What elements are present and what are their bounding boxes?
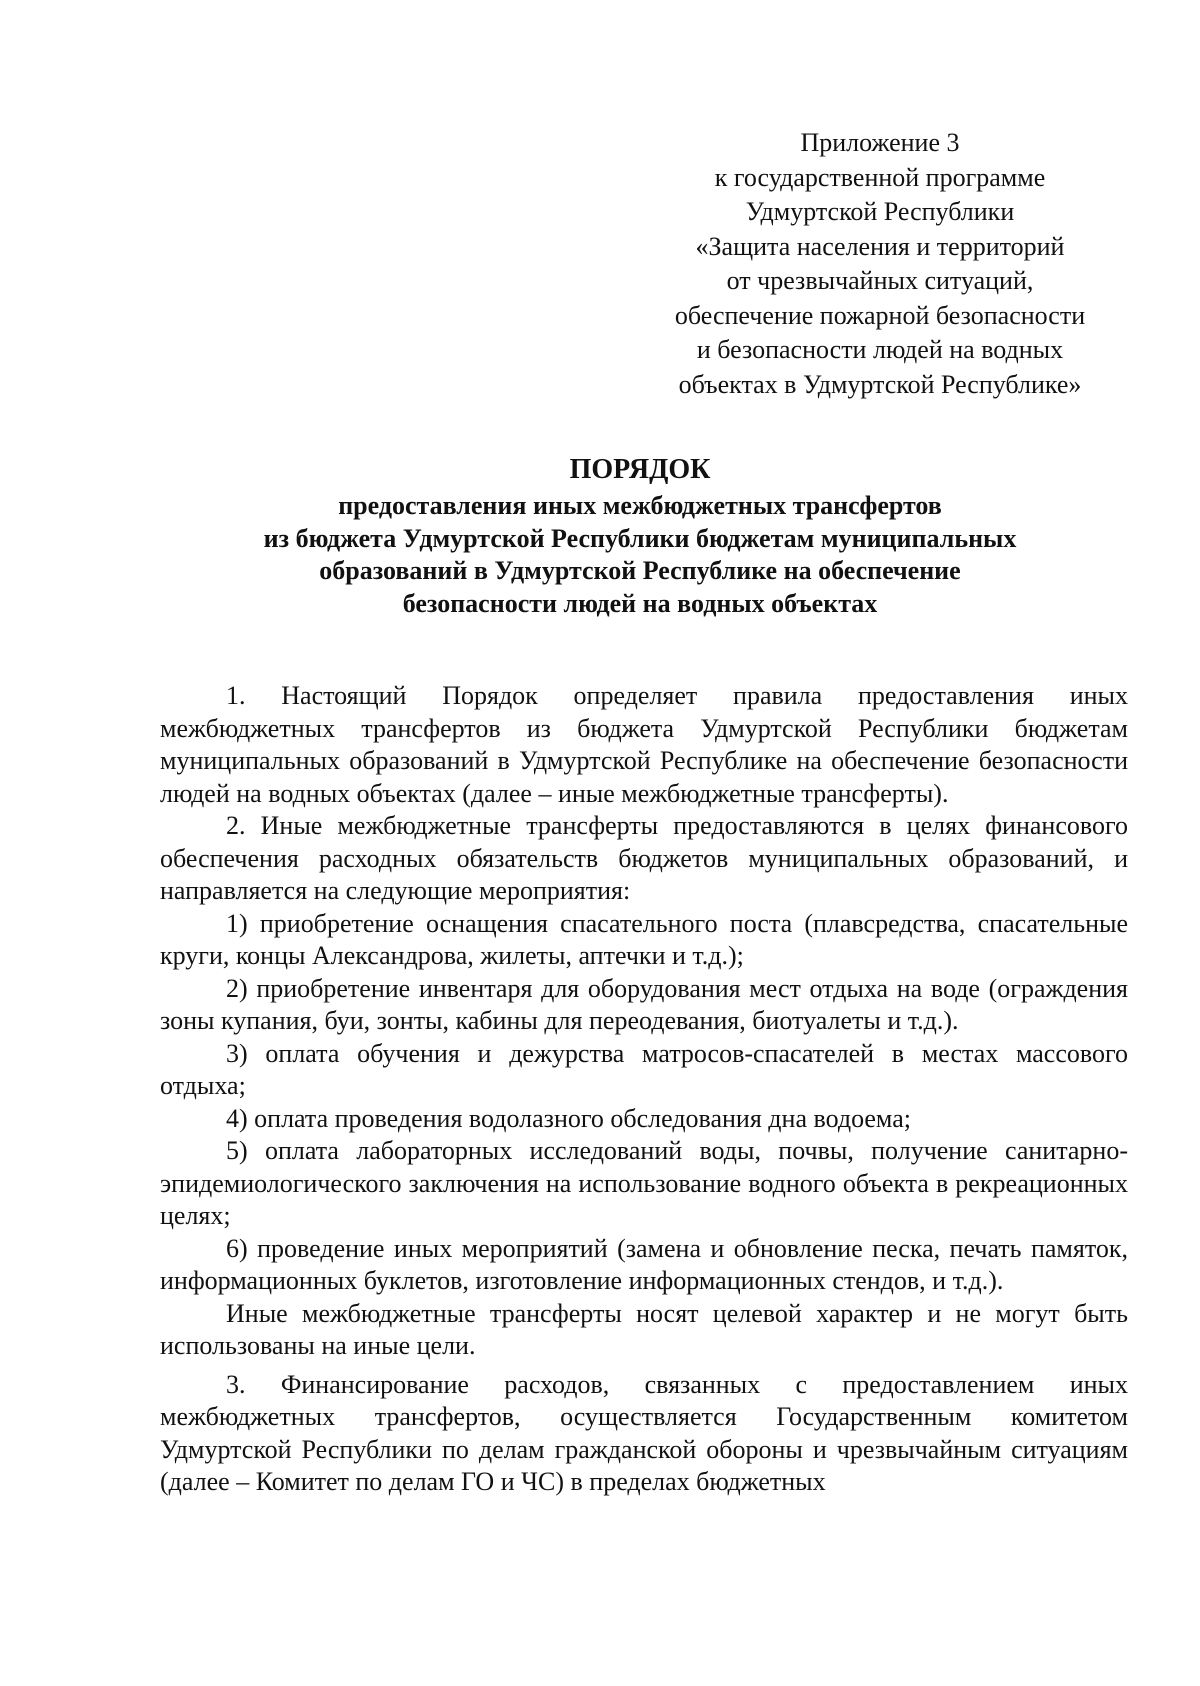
heading-line: образований в Удмуртской Республике на обеспечение xyxy=(319,556,961,585)
list-item-5: 5) оплата лабораторных исследований воды, почвы, получение санитарно-эпидемиологического заключения на использование водного объекта в рекреационных целях; xyxy=(160,1136,1128,1230)
paragraph-2: 2. Иные межбюджетные трансферты предоставляются в целях финансового обеспечения расходных обязательств бюджетов муниципальных образований, и направляется на следующие мероприятия: xyxy=(160,811,1128,905)
heading-line: безопасности людей на водных объектах xyxy=(402,588,878,618)
paragraph-1: 1. Настоящий Порядок определяет правила предоставления иных межбюджетных трансфертов из бюджета Удмуртской Республики бюджетам муниципальных образований в Удмуртской Республике на обеспечение безопасности людей на водных объектах (далее – иные межбюджетные трансферты). xyxy=(160,681,1128,808)
appendix-line: «Защита населения и территорий xyxy=(695,231,1065,261)
appendix-line: и безопасности людей на водных xyxy=(696,335,1064,364)
document-body xyxy=(160,680,1128,1499)
heading-line: из бюджета Удмуртской Республики бюджетам муниципальных xyxy=(263,523,1017,553)
list-item-6: 6) проведение иных мероприятий (замена и обновление песка, печать памяток, информационных буклетов, изготовление информационных стендов, и т.д.). xyxy=(160,1233,1128,1295)
appendix-line: от чрезвычайных ситуаций, xyxy=(726,266,1034,295)
list-item-1: 1) приобретение оснащения спасательного поста (плавсредства, спасательные круги, концы Александрова, жилеты, аптечки и т.д.); xyxy=(160,908,1128,970)
appendix-line: к государственной программе xyxy=(714,162,1046,192)
appendix-line: обеспечение пожарной безопасности xyxy=(674,300,1086,330)
document-heading xyxy=(150,452,1130,620)
list-item-2: 2) приобретение инвентаря для оборудования мест отдыха на воде (ограждения зоны купания, буи, зонты, кабины для переодевания, биотуалеты и т.д.). xyxy=(160,973,1128,1035)
paragraph-target-use: Иные межбюджетные трансферты носят целевой характер и не могут быть использованы на иные цели. xyxy=(160,1298,1128,1360)
appendix-line: объектах в Удмуртской Республике» xyxy=(678,369,1082,399)
heading-line: предоставления иных межбюджетных трансфертов xyxy=(338,491,942,520)
appendix-header xyxy=(640,126,1120,402)
appendix-line: Удмуртской Республики xyxy=(745,197,1015,226)
list-item-3: 3) оплата обучения и дежурства матросов-спасателей в местах массового отдыха; xyxy=(160,1038,1128,1100)
appendix-line: Приложение 3 xyxy=(800,128,960,157)
document-title: ПОРЯДОК xyxy=(569,454,711,485)
paragraph-3: 3. Финансирование расходов, связанных с предоставлением иных межбюджетных трансфертов, осуществляется Государственным комитетом Удмуртской Республики по делам гражданской обороны и чрезвычайным ситуациям (далее – Комитет по делам ГО и ЧС) в пределах бюджетных xyxy=(160,1369,1128,1496)
list-item-4: 4) оплата проведения водолазного обследования дна водоема; xyxy=(226,1103,911,1133)
